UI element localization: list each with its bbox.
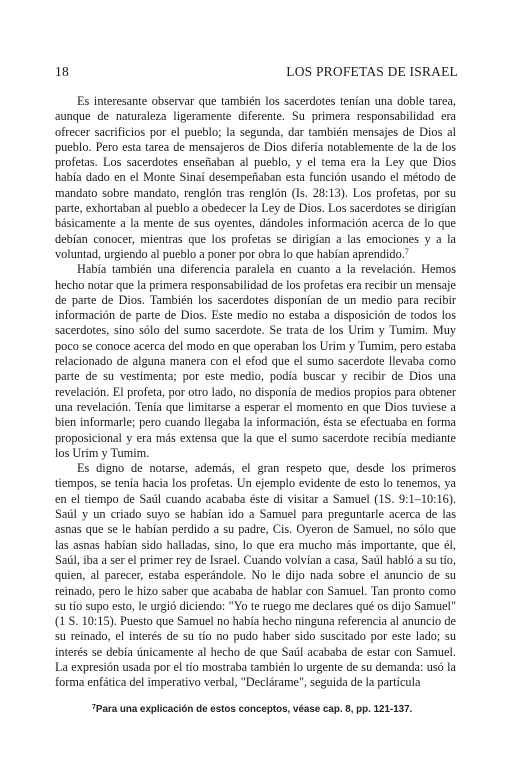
body-text xyxy=(55,94,456,691)
running-head xyxy=(55,64,458,80)
paragraph xyxy=(55,94,456,262)
paragraph xyxy=(55,461,456,690)
paragraph-text: Es interesante observar que también los sacerdotes tenían una doble tarea, aunque de naturaleza ligeramente diferente. Su primera responsabilidad era ofrecer sacrificios por el pueblo; la segunda, dar también mensajes de Dios al pueblo. Pero esta tarea de mensajeros de Dios difería notablemente de la de los profetas. Los sacerdotes enseñaban al pueblo, y el tema era la Ley que Dios había dado en el Monte Sinaí desempeñaban esta función usando el método de mandato sobre mandato, renglón tras renglón (Is. 28:13). Los profetas, por su parte, exhortaban al pueblo a obedecer la Ley de Dios. Los sacerdotes se dirigían básicamente a la mente de sus oyentes, dándoles información acerca de lo que debían conocer, mientras que los profetas se dirigían a las emociones y a la voluntad, urgiendo al pueblo a poner por obra lo que habían aprendido. xyxy=(55,94,456,261)
paragraph-text: Había también una diferencia paralela en cuanto a la revelación. Hemos hecho notar que la primera responsabilidad de los profetas era recibir un mensaje de parte de Dios. También los sacerdotes disponían de un medio para recibir información de parte de Dios. Este medio no estaba a disposición de todos los sacerdotes, sino sólo del sumo sacerdote. Se trata de los Urim y Tumim. Muy poco se conoce acerca del modo en que operaban los Urim y Tumim, pero estaba relacionado de alguna manera con el efod que el sumo sacerdote llevaba como parte de su vestimenta; por este medio, podía buscar y recibir de Dios una revelación. El profeta, por otro lado, no disponía de medios propios para obtener una revelación. Tenía que limitarse a esperar el momento en que Dios tuviese a bien informarle; pero cuando llegaba la información, ésta se efectuaba en forma proposicional y era más extensa que la que el sumo sacerdote recibía mediante los Urim y Tumim. xyxy=(55,262,456,460)
footnote-reference[interactable]: 7 xyxy=(404,246,409,256)
footnote xyxy=(92,704,472,715)
page-number: 18 xyxy=(55,64,69,79)
footnote-mark: 7 xyxy=(92,704,96,711)
paragraph-text: Es digno de notarse, además, el gran respeto que, desde los primeros tiempos, se tenía hacia los profetas. Un ejemplo evidente de esto lo tenemos, ya en el tiempo de Saúl cuando acababa éste di visitar a Samuel (1S. 9:1–10:16). Saúl y un criado suyo se habían ido a Samuel para preguntarle acerca de las asnas que se le habían perdido a su padre, Cis. Oyeron de Samuel, no sólo que las asnas habían sido halladas, sino, lo que era mucho más importante, que él, Saúl, iba a ser el primer rey de Israel. Cuando volvían a casa, Saúl habló a su tío, quien, al parecer, estaba esperándole. No le dijo nada sobre el anuncio de su reinado, pero le hizo saber que acababa de hablar con Samuel. Tan pronto como su tío supo esto, le urgió diciendo: "Yo te ruego me declares qué os dijo Samuel" (1 S. 10:15). Puesto que Samuel no había hecho ninguna referencia al anuncio de su reinado, el interés de su tío no pudo haber sido suscitado por este lado; su interés se debía únicamente al hecho de que Saúl acababa de estar con Samuel. La expresión usada por el tío mostraba también lo urgente de su demanda: usó la forma enfática del imperativo verbal, "Declárame", seguida de la partícula xyxy=(55,461,456,690)
running-title: LOS PROFETAS DE ISRAEL xyxy=(286,64,458,79)
paragraph xyxy=(55,262,456,461)
footnote-text: Para una explicación de estos conceptos, véase cap. 8, pp. 121-137. xyxy=(95,704,413,715)
